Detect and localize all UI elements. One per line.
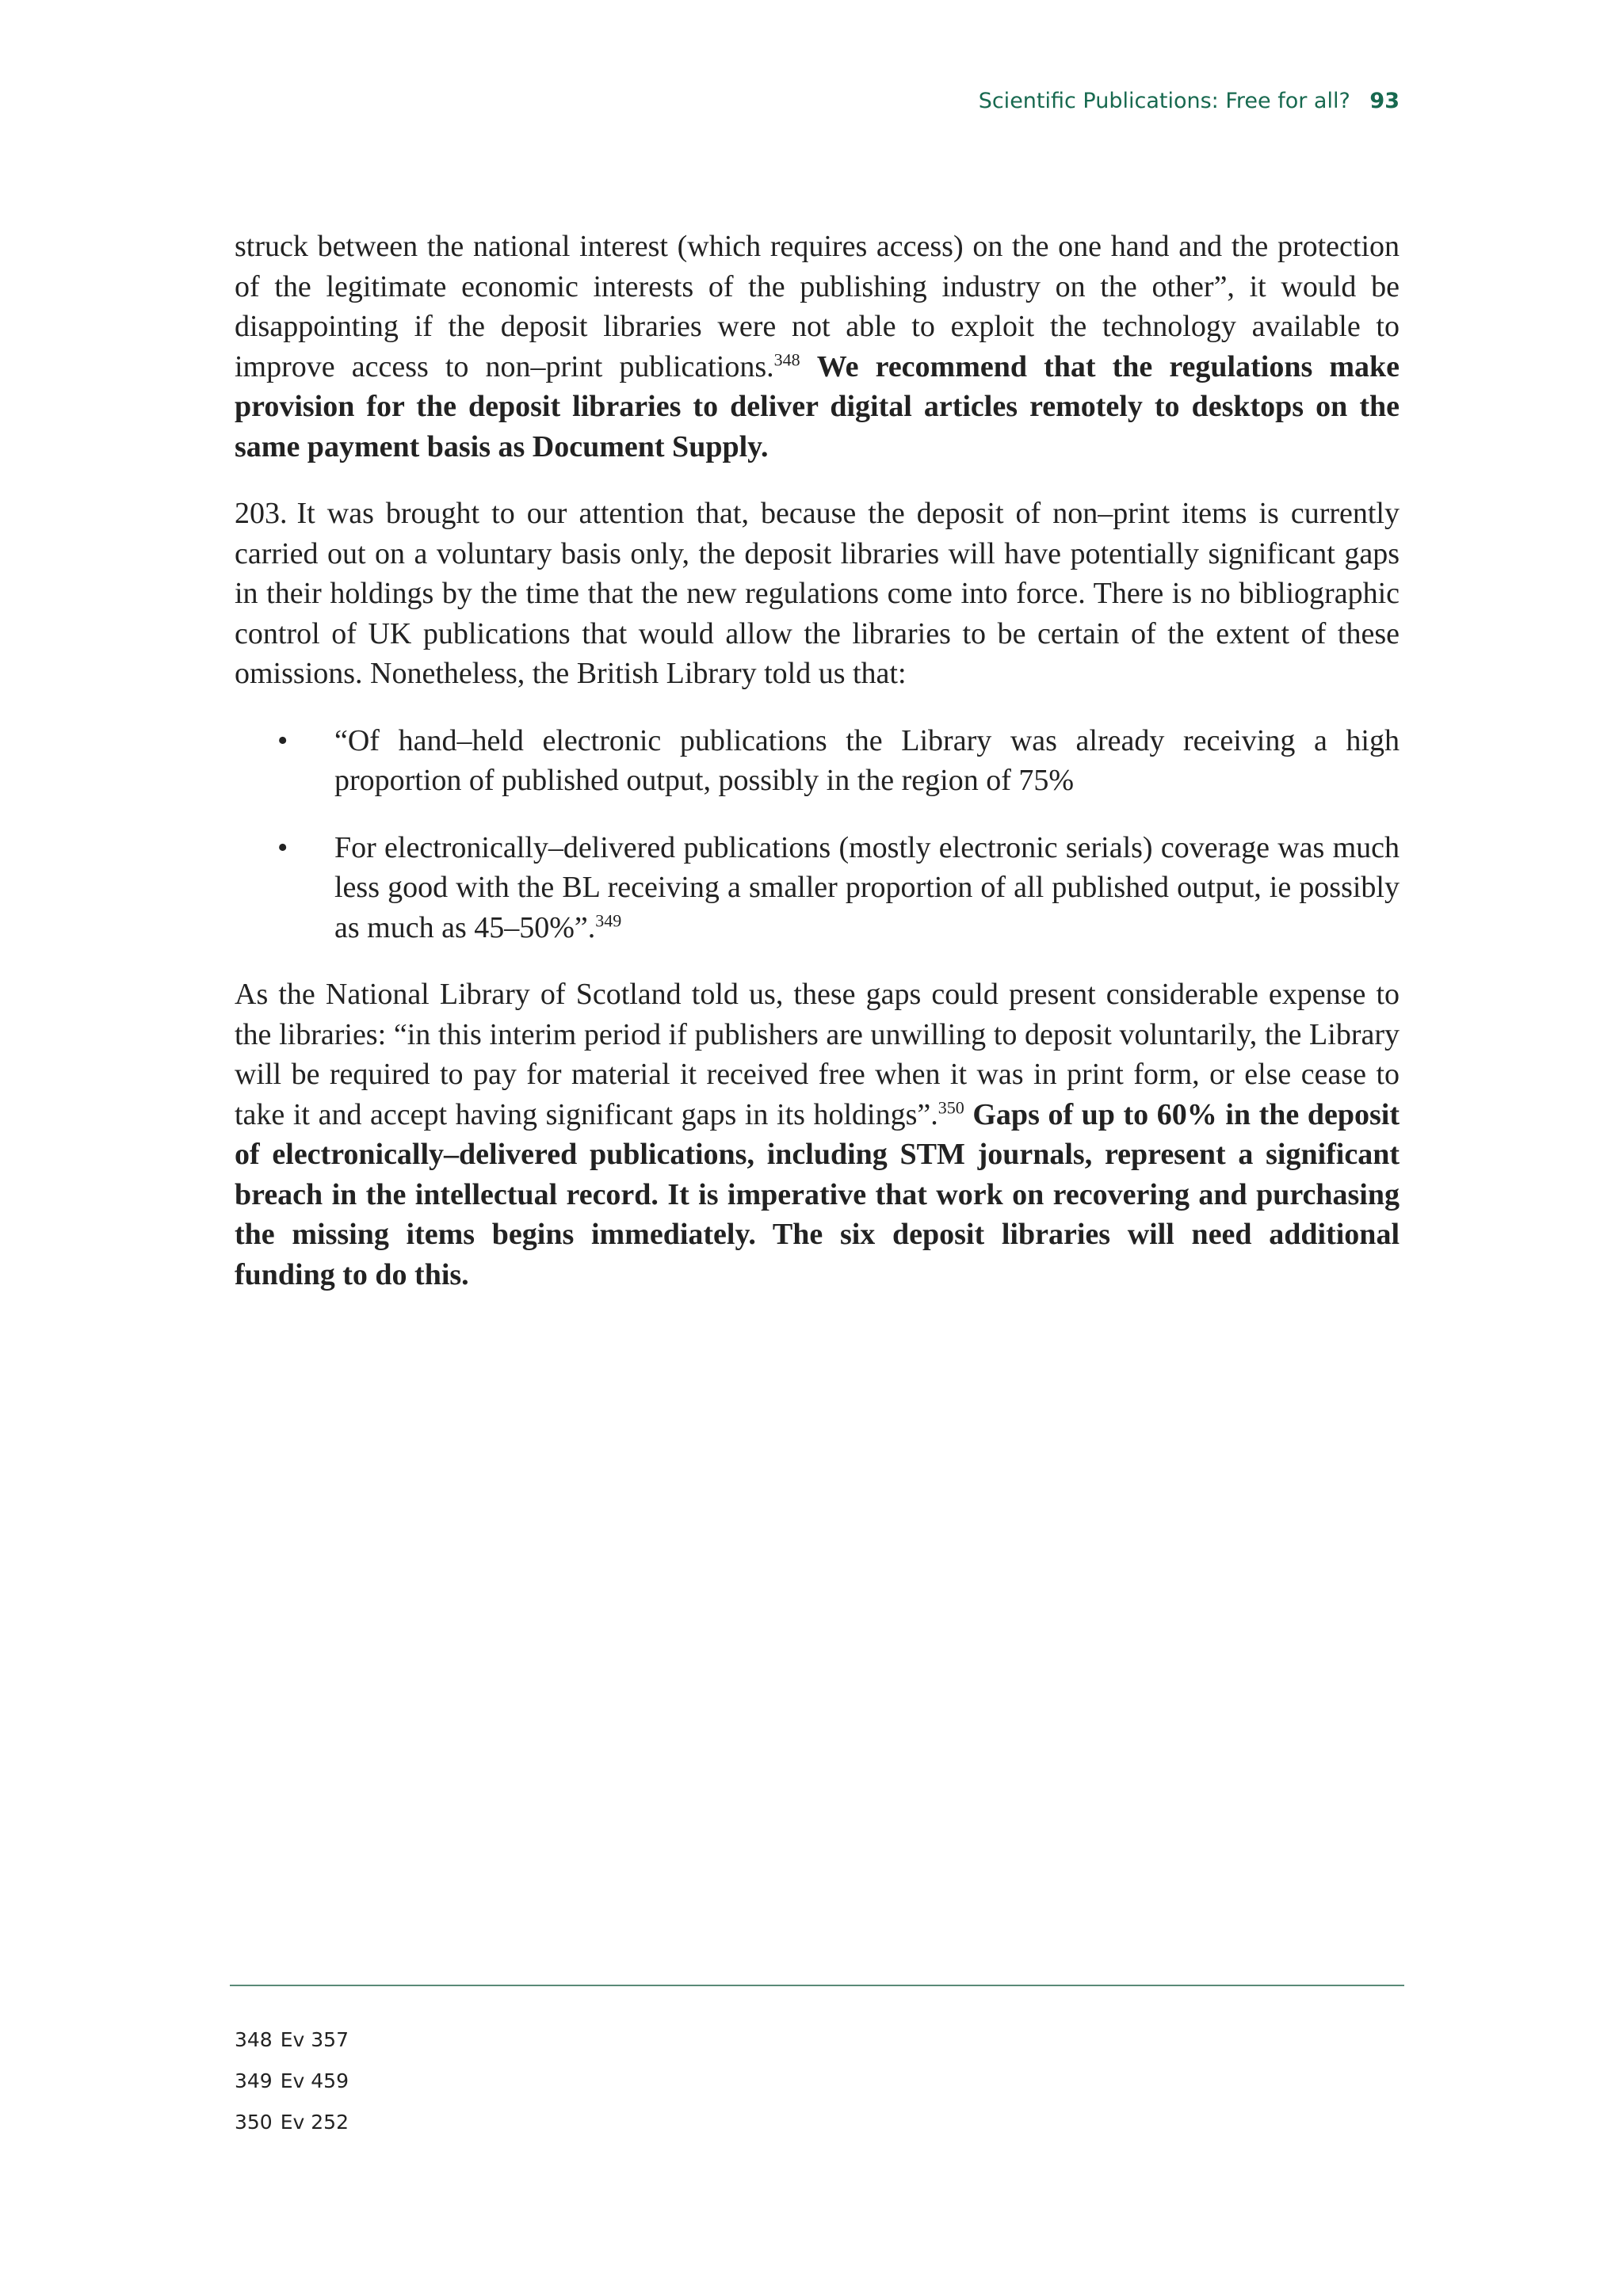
footnote-number: 350: [235, 2111, 273, 2134]
paragraph-continued: [235, 227, 1400, 467]
page-number: 93: [1369, 89, 1400, 113]
footnote-text: Ev 252: [280, 2111, 349, 2134]
footnote-text: Ev 357: [280, 2028, 349, 2051]
footnote-348: [235, 2028, 349, 2069]
paragraph-203: [235, 494, 1400, 694]
footnote-349: [235, 2069, 349, 2111]
conclusion-text: Gaps of up to 60% in the deposit of electronically–delivered publications, including STM journals, represent a significant breach in the intellectual record. It is imperative that work on recovering and purchasing the missing items begins immediately. The six deposit libraries will need additional funding to do this.: [235, 1097, 1400, 1291]
footnote-divider: [230, 1985, 1404, 1986]
header-title: Scientific Publications: Free for all?: [978, 89, 1350, 113]
bullet-item: [235, 721, 1400, 801]
paragraph-text: It was brought to our attention that, because the deposit of non–print items is currently carried out on a voluntary basis only, the deposit libraries will have potentially significant gaps in their holdings by the time that the new regulations come into force. There is no bibliographic control of UK publications that would allow the libraries to be certain of the extent of these omissions. Nonetheless, the British Library told us that:: [235, 497, 1400, 690]
bullet-item: [235, 828, 1400, 948]
paragraph-text: As the National Library of Scotland told us, these gaps could present considerable expense to the libraries: “in this interim period if publishers are unwilling to deposit voluntarily, the Library will be required to pay for material it received free when it was in print form, or else cease to take it and accept having significant gaps in its holdings”.: [235, 978, 1400, 1131]
footnote-350: [235, 2111, 349, 2152]
recommendation-text: We recommend that the regulations make provision for the deposit libraries to deliver digital articles remotely to desktops on the same payment basis as Document Supply.: [235, 349, 1400, 463]
bullet-text: For electronically–delivered publications (mostly electronic serials) coverage was much less good with the BL receiving a smaller proportion of all published output, ie possibly as much as 45–50%”.: [334, 830, 1400, 944]
running-header: [979, 89, 1400, 113]
paragraph-national-library: [235, 974, 1400, 1295]
body-text: [235, 227, 1400, 1295]
footnote-ref-349[interactable]: 349: [595, 910, 622, 930]
footnote-text: Ev 459: [280, 2069, 349, 2092]
bullet-list: [235, 721, 1400, 948]
bullet-text: “Of hand–held electronic publications the Library was already receiving a high proportion of published output, possibly in the region of 75%: [334, 723, 1400, 797]
paragraph-number: 203.: [235, 497, 288, 530]
footnote-ref-350[interactable]: 350: [938, 1097, 964, 1117]
footnote-number: 348: [235, 2028, 273, 2051]
footnote-number: 349: [235, 2069, 273, 2092]
bullet-marker: •: [277, 723, 288, 757]
bullet-marker: •: [277, 830, 288, 864]
footnotes: [235, 2028, 349, 2152]
paragraph-text: struck between the national interest (which requires access) on the one hand and the protection of the legitimate economic interests of the publishing industry on the other”, it would be disappointing if the deposit libraries were not able to exploit the technology available to improve access to non–print publications.: [235, 230, 1400, 383]
footnote-ref-348[interactable]: 348: [773, 349, 800, 369]
